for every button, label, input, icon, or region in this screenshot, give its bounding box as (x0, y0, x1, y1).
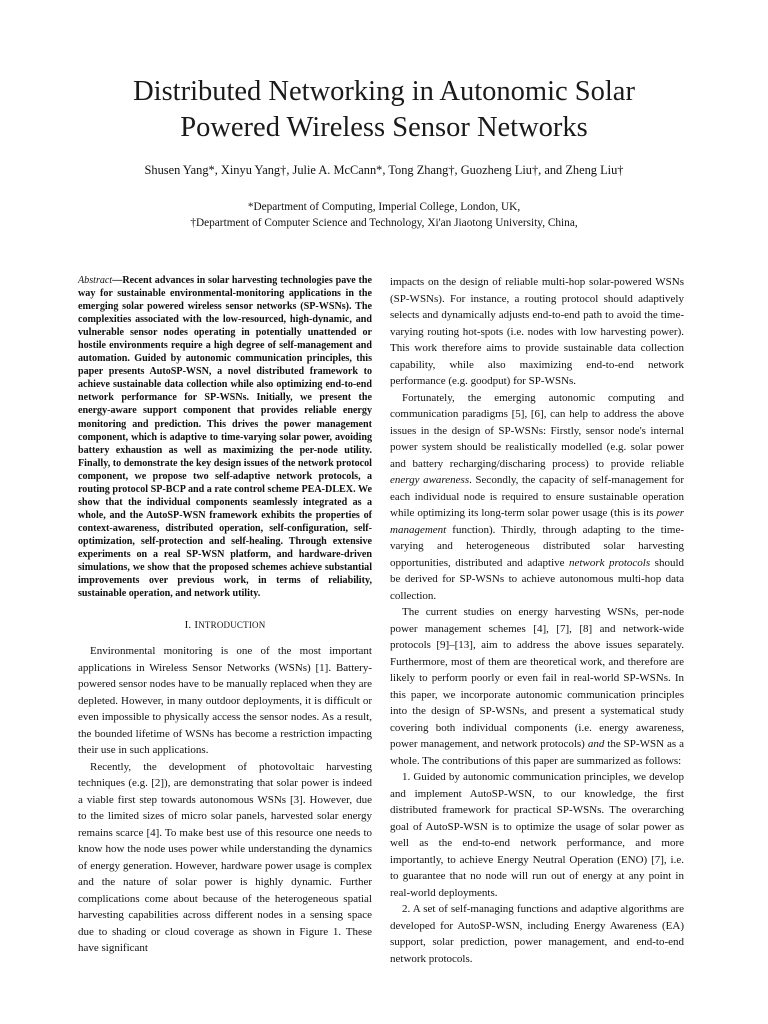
paragraph-text: Fortunately, the emerging autonomic computing and communication paradigms [5], [6], can help to address the above issues in the design of SP-WSNs: Firstly, sensor node's internal power system should be realistically modelled (e.g. solar power and battery recharging/discharing process) to provide reliable (390, 391, 684, 470)
paper-title (40, 74, 728, 146)
right-column (390, 274, 684, 967)
paragraph-text: the SP-WSN as a whole. The contributions of this paper are summarized as follows: (390, 738, 685, 767)
abstract-label: Abstract (78, 275, 113, 286)
paragraph-text: should be derived for SP-WSNs to achieve autonomous multi-hop data collection. (390, 556, 685, 602)
emphasis-power-management: power management (390, 507, 684, 536)
paragraph-text: The current studies on energy harvesting WSNs, per-node power management schemes [4], [7], [8] and network-wide protocols [9]–[13], aim to address the above issues separately. Furthermore, most of them are theoretical work, and therefore are likely to perform poorly or even fail in real-world SP-WSNs. In this paper, we incorporate autonomic communication principles into the design of SP-WSNs, and present a systematical study covering both individual components (i.e. energy awareness, power management, and network protocols) (390, 606, 684, 750)
title-line-2: Powered Wireless Sensor Networks (180, 112, 588, 143)
left-column (78, 274, 372, 957)
emphasis-energy-awareness: energy awareness (390, 474, 470, 486)
title-line-1: Distributed Networking in Autonomic Solar (133, 76, 635, 107)
paragraph-text: . Secondly, the capacity of self-management for each individual node is required to ensure sustainable operation while optimizing its long-term solar power usage (this is its (390, 474, 684, 519)
affiliation-1: *Department of Computing, Imperial College, London, UK, (247, 201, 521, 213)
section-title-rest: NTRODUCTION (198, 620, 266, 631)
section-heading-introduction (78, 618, 372, 632)
section-title-initial: I (194, 619, 199, 632)
contribution-1: 1. Guided by autonomic communication principles, we develop and implement AutoSP-WSN, to our knowledge, the first distributed framework for practical SP-WSNs. The overarching goal of AutoSP-WSN is to optimize the usage of solar power as well as the end-to-end network performance, and more importantly, to achieve Energy Neutral Operation (ENO) [7], i.e. to guarantee that no node will run out of energy at any point in real-world deployments. (390, 771, 684, 899)
intro-paragraph-3 (390, 390, 684, 605)
intro-paragraph-continued: impacts on the design of reliable multi-hop solar-powered WSNs (SP-WSNs). For instance, a routing protocol should adaptively selects and dynamically adjusts end-to-end path to avoid the time-varying routing hot-spots (i.e. nodes with low harvesting power). This work therefore aims to provide sustainable data collection capability, while also maximizing end-to-end network performance (e.g. goodput) for SP-WSNs. (390, 276, 684, 387)
contribution-2: 2. A set of self-managing functions and adaptive algorithms are developed for AutoSP-WSN, including Energy Awareness (EA) support, solar prediction, power management, and end-to-end network protocols. (390, 903, 684, 965)
abstract (78, 274, 372, 600)
emphasis-network-protocols: network protocols (569, 556, 651, 569)
intro-paragraph-2: Recently, the development of photovoltaic harvesting techniques (e.g. [2]), are demonstrating that solar power is indeed a viable first step towards autonomous WSNs [3]. However, due to the limited sizes of micro solar panels, harvested solar energy remains scarce [4]. To make best use of this resource one needs to know how the node uses power while understanding the dynamics of energy generation. However, hardware power usage is complex and the nature of solar power is highly dynamic. Further complications come about because of the heterogeneous spatial harvesting capabilities across different nodes in a sensing space due to shading or cloud coverage as shown in Figure 1. These have significant (78, 760, 372, 955)
intro-paragraph-4 (390, 604, 684, 769)
paragraph-text: function). Thirdly, through adapting to the time-varying and heterogeneous distributed solar harvesting opportunities, distributed and adaptive (390, 523, 684, 569)
affiliation-2: †Department of Computer Science and Technology, Xi'an Jiaotong University, China, (190, 217, 578, 229)
emphasis-and: and (587, 738, 605, 750)
section-number: I. (184, 619, 192, 632)
intro-paragraph-1: Environmental monitoring is one of the most important applications in Wireless Sensor Networks (WSNs) [1]. Battery-powered sensor nodes have to be manually replaced when they are depleted. However, in many outdoor deployments, it is difficult or even impossible to physically access the sensor nodes. As a result, the bounded lifetime of WSNs has become a restriction impacting their use in such applications. (78, 645, 372, 757)
affiliations (40, 199, 728, 231)
abstract-text: —Recent advances in solar harvesting technologies pave the way for sustainable environmental-monitoring applications in the emerging solar powered wireless sensor networks (SP-WSNs). The complexities associated with the low-resourced, high-dynamic, and vulnerable sensor nodes operating in potentially unattended or hostile environments require a high degree of self-management and automation. Guided by autonomic communication principles, this paper presents AutoSP-WSN, a novel distributed framework to achieve sustainable data collection while also optimizing end-to-end network performance for SP-WSNs. Initially, we present the energy-aware support component that provides reliable energy monitoring and prediction. This drives the power management component, which is adaptive to time-varying solar power, avoiding battery exhaustion as well as maximizing the per-node utility. Finally, to demonstrate the key design issues of the network protocol component, we propose two self-adaptive network protocols, a routing protocol SP-BCP and a rate control scheme PEA-DLEX. We show that the individual components seamlessly integrated as a whole, and the AutoSP-WSN framework exhibits the properties of context-awareness, distributed operation, self-configuration, self-optimization, self-protection and self-healing. Through extensive experiments on a real SP-WSN platform, and hardware-driven simulations, we show that the proposed schemes achieve substantial improvements over previous work, in terms of reliability, sustainable operation, and network utility. (78, 275, 372, 600)
author-list: Shusen Yang*, Xinyu Yang†, Julie A. McCann*, Tong Zhang†, Guozheng Liu†, and Zheng Liu† (144, 163, 624, 177)
